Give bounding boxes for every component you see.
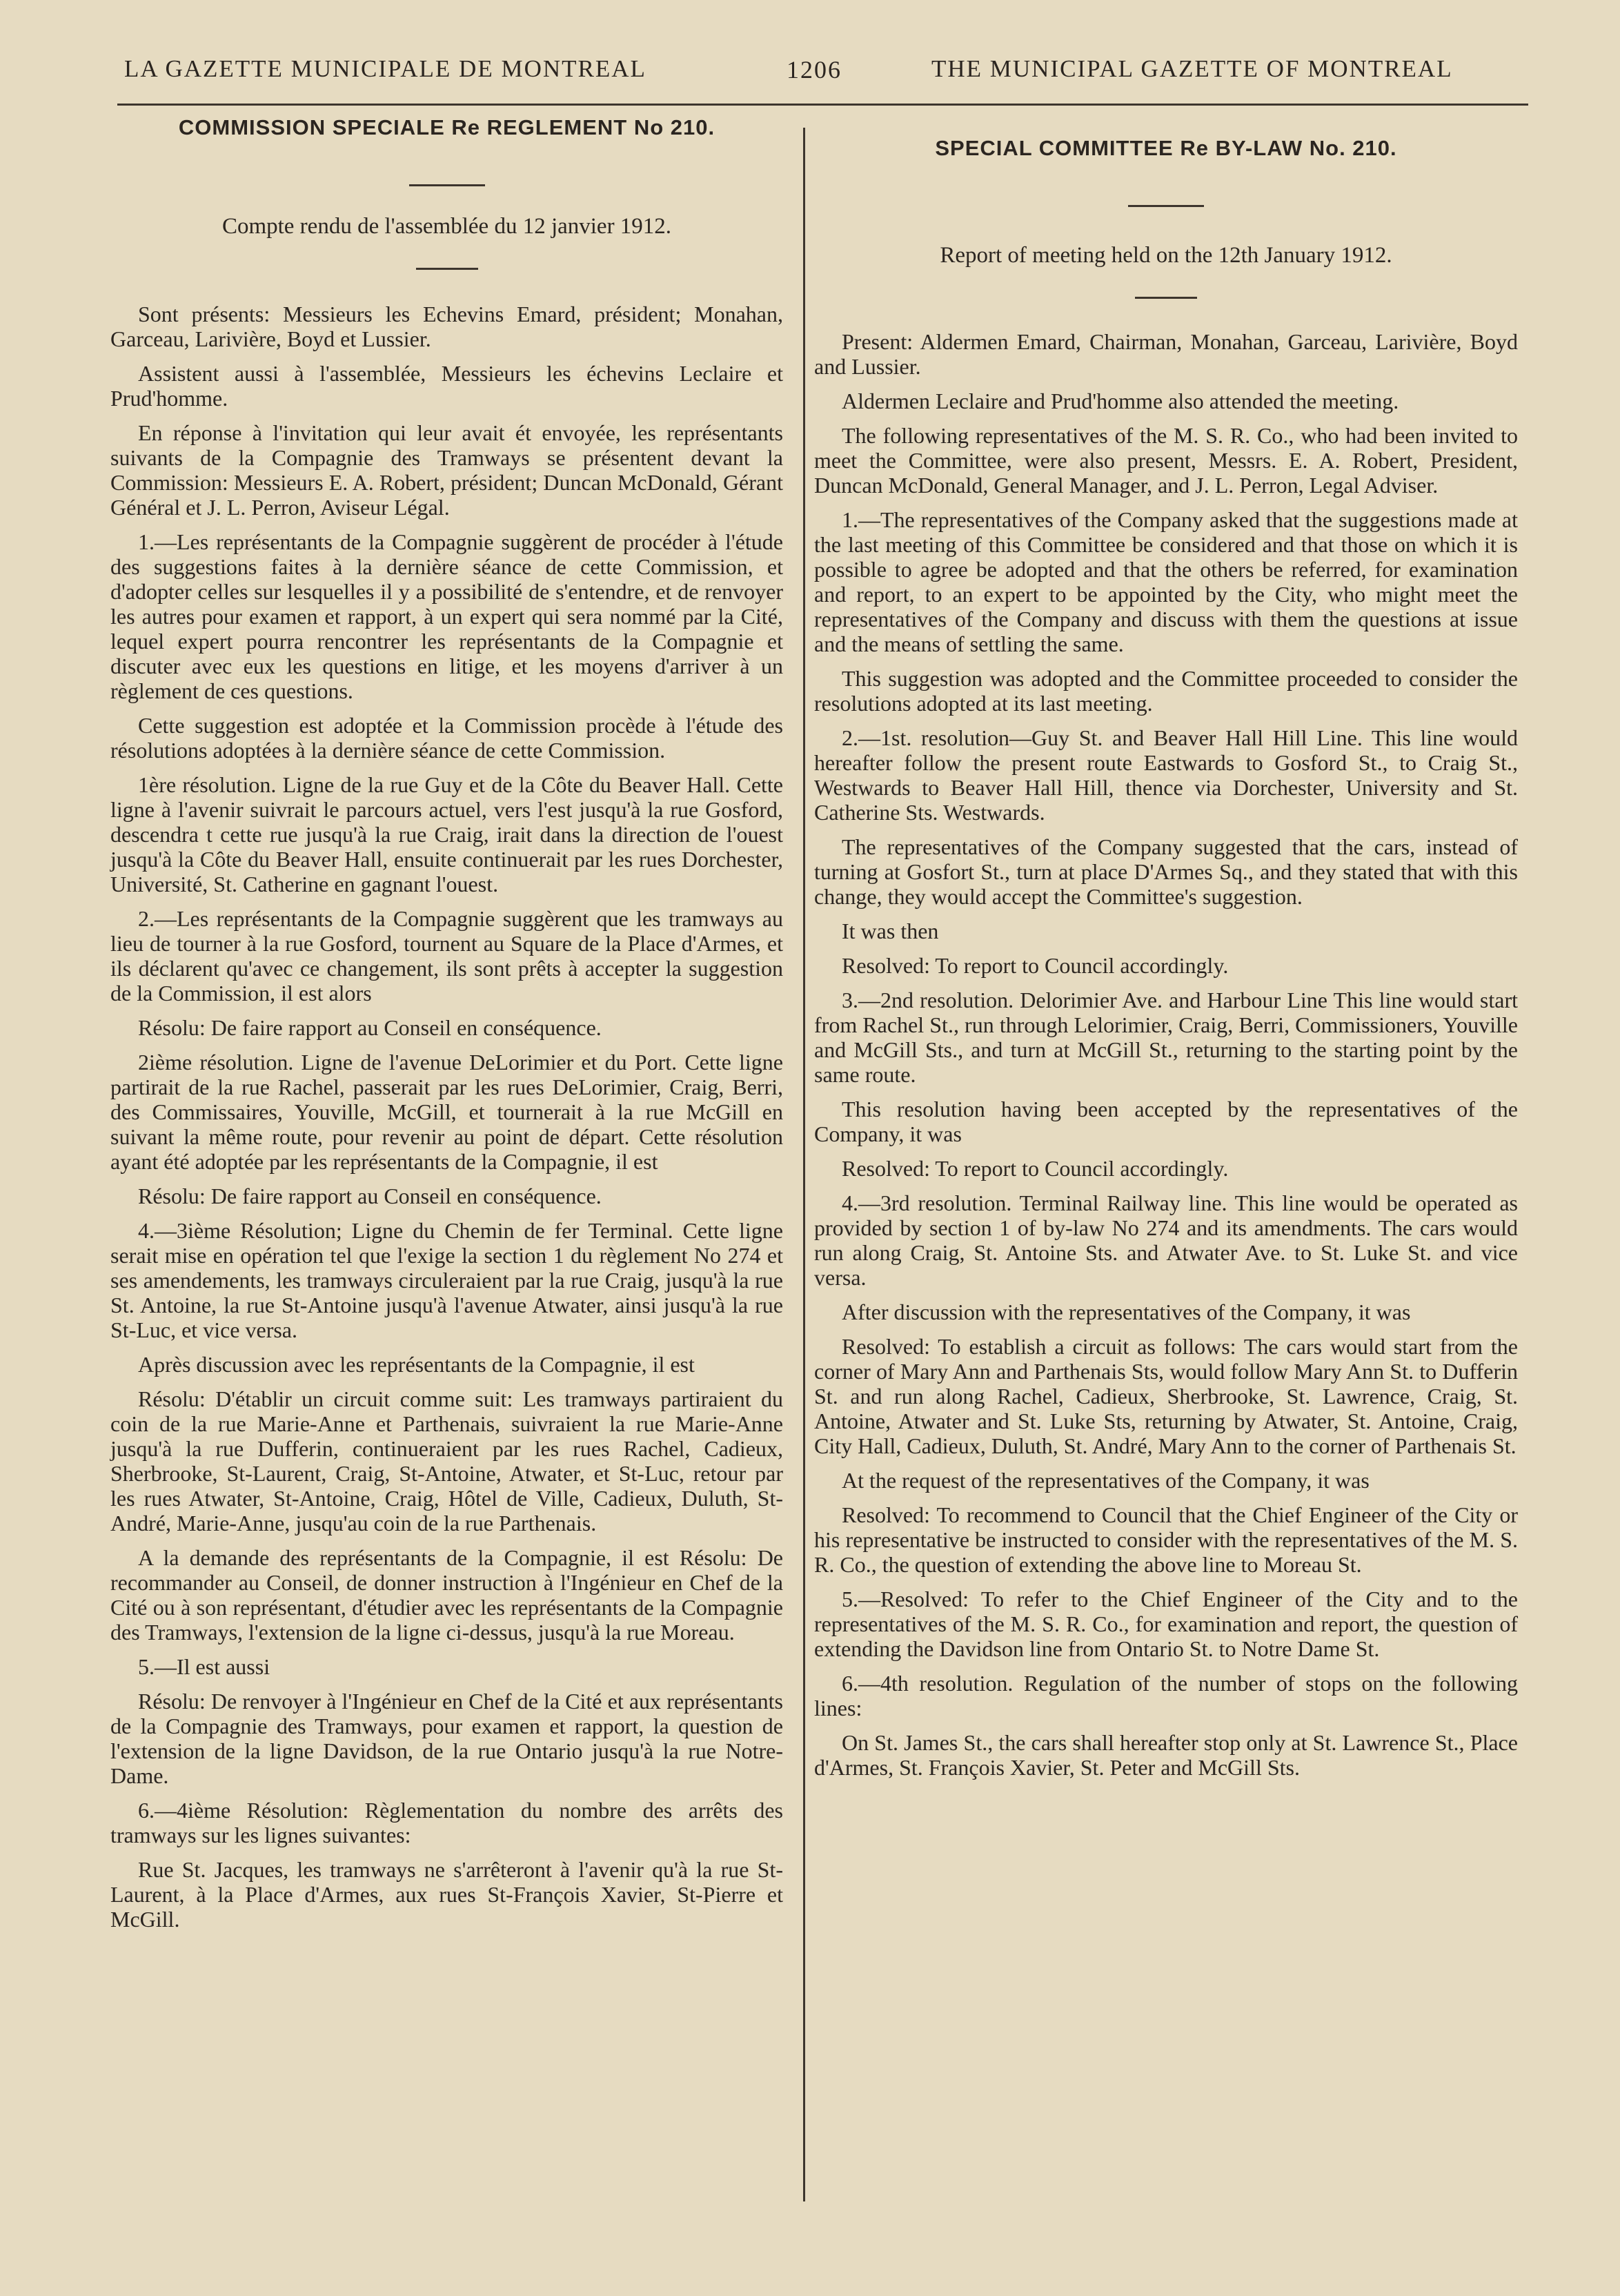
- french-paragraph: Résolu: De faire rapport au Conseil en conséquence.: [138, 1015, 602, 1040]
- french-paragraph: Résolu: D'établir un circuit comme suit: Les tramways partiraient du coin de la rue Marie-Anne et Parthenais, suivraient la rue Marie-Anne jusqu'à la rue Dufferin, continueraient par les rues Rachel, Cadieux, Sherbrooke, St-Laurent, Craig, St-Antoine, Atwater, et St-Luc, retour par les rues Atwater, St-Antoine, Craig, Hôtel de Ville, Cadieux, Duluth, St-André, Marie-Anne, jusqu'au coin de la rue Parthenais.: [110, 1386, 783, 1535]
- english-paragraph: After discussion with the representatives of the Company, it was: [842, 1299, 1411, 1324]
- english-paragraph: 5.—Resolved: To refer to the Chief Engineer of the City and to the representatives of the M. S. R. Co., for examination and report, the question of extending the Davidson line from Ontario St. to Notre Dame St.: [814, 1587, 1518, 1661]
- english-heading: SPECIAL COMMITTEE Re BY-LAW No. 210.: [935, 136, 1397, 160]
- header-french-title: LA GAZETTE MUNICIPALE DE MONTREAL: [124, 55, 646, 82]
- page-number: 1206: [787, 56, 842, 84]
- french-paragraph: Résolu: De faire rapport au Conseil en conséquence.: [138, 1184, 602, 1208]
- french-paragraph: 6.—4ième Résolution: Règlementation du nombre des arrêts des tramways sur les lignes suivantes:: [110, 1798, 783, 1847]
- english-paragraph: It was then: [842, 919, 939, 943]
- english-paragraph: Resolved: To report to Council accordingly.: [842, 953, 1229, 978]
- french-paragraph: 4.—3ième Résolution; Ligne du Chemin de fer Terminal. Cette ligne serait mise en opération tel que l'exige la section 1 du règlement No 274 et ses amendements, les tramways circuleraient par la rue Craig, jusqu'à la rue St. Antoine, la rue St-Antoine jusqu'à l'avenue Atwater, ainsi jusqu'à la rue St-Luc, et vice versa.: [110, 1218, 783, 1342]
- english-paragraph: 3.—2nd resolution. Delorimier Ave. and Harbour Line This line would start from Rachel St., run through Lelorimier, Craig, Berri, Commissioners, Youville and McGill Sts., and turn at McGill St., returning to the starting point by the same route.: [814, 988, 1518, 1087]
- french-paragraph: 2ième résolution. Ligne de l'avenue DeLorimier et du Port. Cette ligne partirait de la rue Rachel, passerait par les rues DeLorimier, Craig, Berri, des Commissaires, Youville, McGill, et tournerait à la rue McGill en suivant la même route, pour revenir au point de départ. Cette résolution ayant été adoptée par les représentants de la Compagnie, il est: [110, 1050, 783, 1174]
- french-paragraph: 2.—Les représentants de la Compagnie suggèrent que les tramways au lieu de tourner à la rue Gosford, tournent au Square de la Place d'Armes, et ils déclarent qu'avec ce changement, ils sont prêts à accepter la suggestion de la Commission, il est alors: [110, 906, 783, 1005]
- french-heading: COMMISSION SPECIALE Re REGLEMENT No 210.: [178, 115, 715, 139]
- french-paragraph: Assistent aussi à l'assemblée, Messieurs les échevins Leclaire et Prud'homme.: [110, 361, 783, 411]
- english-paragraph: Aldermen Leclaire and Prud'homme also attended the meeting.: [842, 389, 1399, 413]
- french-column: [110, 114, 783, 1941]
- french-paragraph: Rue St. Jacques, les tramways ne s'arrêteront à l'avenir qu'à la rue St-Laurent, à la Place d'Armes, aux rues St-François Xavier, St-Pierre et McGill.: [110, 1857, 783, 1932]
- english-heading-rule: [1128, 205, 1204, 207]
- page-header: [117, 48, 1511, 97]
- english-paragraph: 1.—The representatives of the Company asked that the suggestions made at the last meeting of this Committee be considered and that those on which it is possible to agree be adopted and that the others be referred, for examination and report, to an expert to be appointed by the City, who might meet the representatives of the Company and discuss with them the questions at issue and the means of settling the same.: [814, 507, 1518, 656]
- french-paragraph: A la demande des représentants de la Compagnie, il est Résolu: De recommander au Conseil, de donner instruction à l'Ingénieur en Chef de la Cité ou à son représentant, d'étudier avec les représentants de la Compagnie des Tramways, l'extension de la ligne ci-dessus, jusqu'à la rue Moreau.: [110, 1545, 783, 1645]
- column-divider: [803, 128, 805, 2201]
- french-paragraph: 1.—Les représentants de la Compagnie suggèrent de procéder à l'étude des suggestions faites à la dernière séance de cette Commission, et d'adopter celles sur lesquelles il y a possibilité de s'entendre, et de renvoyer les autres pour examen et rapport, à un expert qui sera nommé par la Cité, lequel expert pourra rencontrer les représentants de la Compagnie et discuter avec eux les questions en litige, et les moyens d'arriver à un règlement de ces questions.: [110, 529, 783, 703]
- french-subtitle: Compte rendu de l'assemblée du 12 janvier 1912.: [221, 214, 672, 239]
- french-paragraph: 5.—Il est aussi: [138, 1654, 270, 1679]
- english-paragraph: The representatives of the Company suggested that the cars, instead of turning at Gosfort St., turn at place D'Armes Sq., and they stated that with this change, they would accept the Committee's suggestion.: [814, 834, 1518, 909]
- english-paragraph: Resolved: To report to Council accordingly.: [842, 1156, 1229, 1181]
- english-column: [814, 114, 1518, 1789]
- english-paragraph: 4.—3rd resolution. Terminal Railway line. This line would be operated as provided by section 1 of by-law No 274 and its amendments. The cars would run along Craig, St. Antoine Sts. and Atwater Ave. to St. Luke St. and vice versa.: [814, 1190, 1518, 1290]
- header-english-title: THE MUNICIPAL GAZETTE OF MONTREAL: [931, 55, 1453, 82]
- english-paragraph: The following representatives of the M. S. R. Co., who had been invited to meet the Committee, were also present, Messrs. E. A. Robert, President, Duncan McDonald, General Manager, and J. L. Perron, Legal Adviser.: [814, 423, 1518, 498]
- english-subtitle: Report of meeting held on the 12th January 1912.: [940, 243, 1392, 268]
- english-paragraph: This resolution having been accepted by the representatives of the Company, it was: [814, 1097, 1518, 1146]
- english-paragraph: 6.—4th resolution. Regulation of the number of stops on the following lines:: [814, 1671, 1518, 1720]
- french-paragraph: Après discussion avec les représentants de la Compagnie, il est: [138, 1352, 695, 1377]
- french-paragraph: Résolu: De renvoyer à l'Ingénieur en Chef de la Cité et aux représentants de la Compagnie des Tramways, pour examen et rapport, la question de l'extension de la ligne Davidson, de la rue Ontario jusqu'à la rue Notre-Dame.: [110, 1689, 783, 1788]
- english-paragraph: Resolved: To recommend to Council that the Chief Engineer of the City or his representative be instructed to consider with the representatives of the M. S. R. Co., the question of extending the above line to Moreau St.: [814, 1502, 1518, 1577]
- english-paragraph: On St. James St., the cars shall hereafter stop only at St. Lawrence St., Place d'Armes, St. François Xavier, St. Peter and McGill Sts.: [814, 1730, 1518, 1780]
- english-paragraph: Present: Aldermen Emard, Chairman, Monahan, Garceau, Larivière, Boyd and Lussier.: [814, 329, 1518, 379]
- english-paragraph: This suggestion was adopted and the Committee proceeded to consider the resolutions adopted at its last meeting.: [814, 666, 1518, 716]
- french-heading-rule: [409, 184, 485, 186]
- french-body: [110, 302, 783, 1932]
- english-subtitle-rule: [1135, 297, 1197, 299]
- french-paragraph: En réponse à l'invitation qui leur avait ét envoyée, les représentants suivants de la Compagnie des Tramways se présentent devant la Commission: Messieurs E. A. Robert, président; Duncan McDonald, Gérant Général et J. L. Perron, Aviseur Légal.: [110, 420, 783, 520]
- english-body: [814, 329, 1518, 1780]
- english-paragraph: Resolved: To establish a circuit as follows: The cars would start from the corner of Mary Ann and Parthenais Sts, would follow Mary Ann St. to Dufferin St. and run along Rachel, Cadieux, Sherbrooke, St. Lawrence, Craig, St. Antoine, Atwater and St. Luke Sts, returning by Atwater, St. Antoine, Craig, City Hall, Cadieux, Duluth, St. André, Mary Ann to the corner of Parthenais St.: [814, 1334, 1518, 1458]
- header-rule: [117, 104, 1528, 106]
- french-paragraph: Cette suggestion est adoptée et la Commission procède à l'étude des résolutions adoptées à la dernière séance de cette Commission.: [110, 713, 783, 763]
- french-paragraph: Sont présents: Messieurs les Echevins Emard, président; Monahan, Garceau, Larivière, Boyd et Lussier.: [110, 302, 783, 351]
- english-paragraph: 2.—1st. resolution—Guy St. and Beaver Hall Hill Line. This line would hereafter follow the present route Eastwards to Gosford St., to Craig St., Westwards to Beaver Hall Hill, thence via Dorchester, University and St. Catherine Sts. Westwards.: [814, 725, 1518, 825]
- english-paragraph: At the request of the representatives of the Company, it was: [842, 1468, 1370, 1493]
- french-paragraph: 1ère résolution. Ligne de la rue Guy et de la Côte du Beaver Hall. Cette ligne à l'avenir suivrait le parcours actuel, vers l'est jusqu'à la rue Gosford, descendra t cette rue jusqu'à la rue Craig, irait dans la direction de l'ouest jusqu'à la Côte du Beaver Hall, ensuite continuerait par les rues Dorchester, Université, St. Catherine en gagnant l'ouest.: [110, 772, 783, 896]
- french-subtitle-rule: [416, 268, 478, 270]
